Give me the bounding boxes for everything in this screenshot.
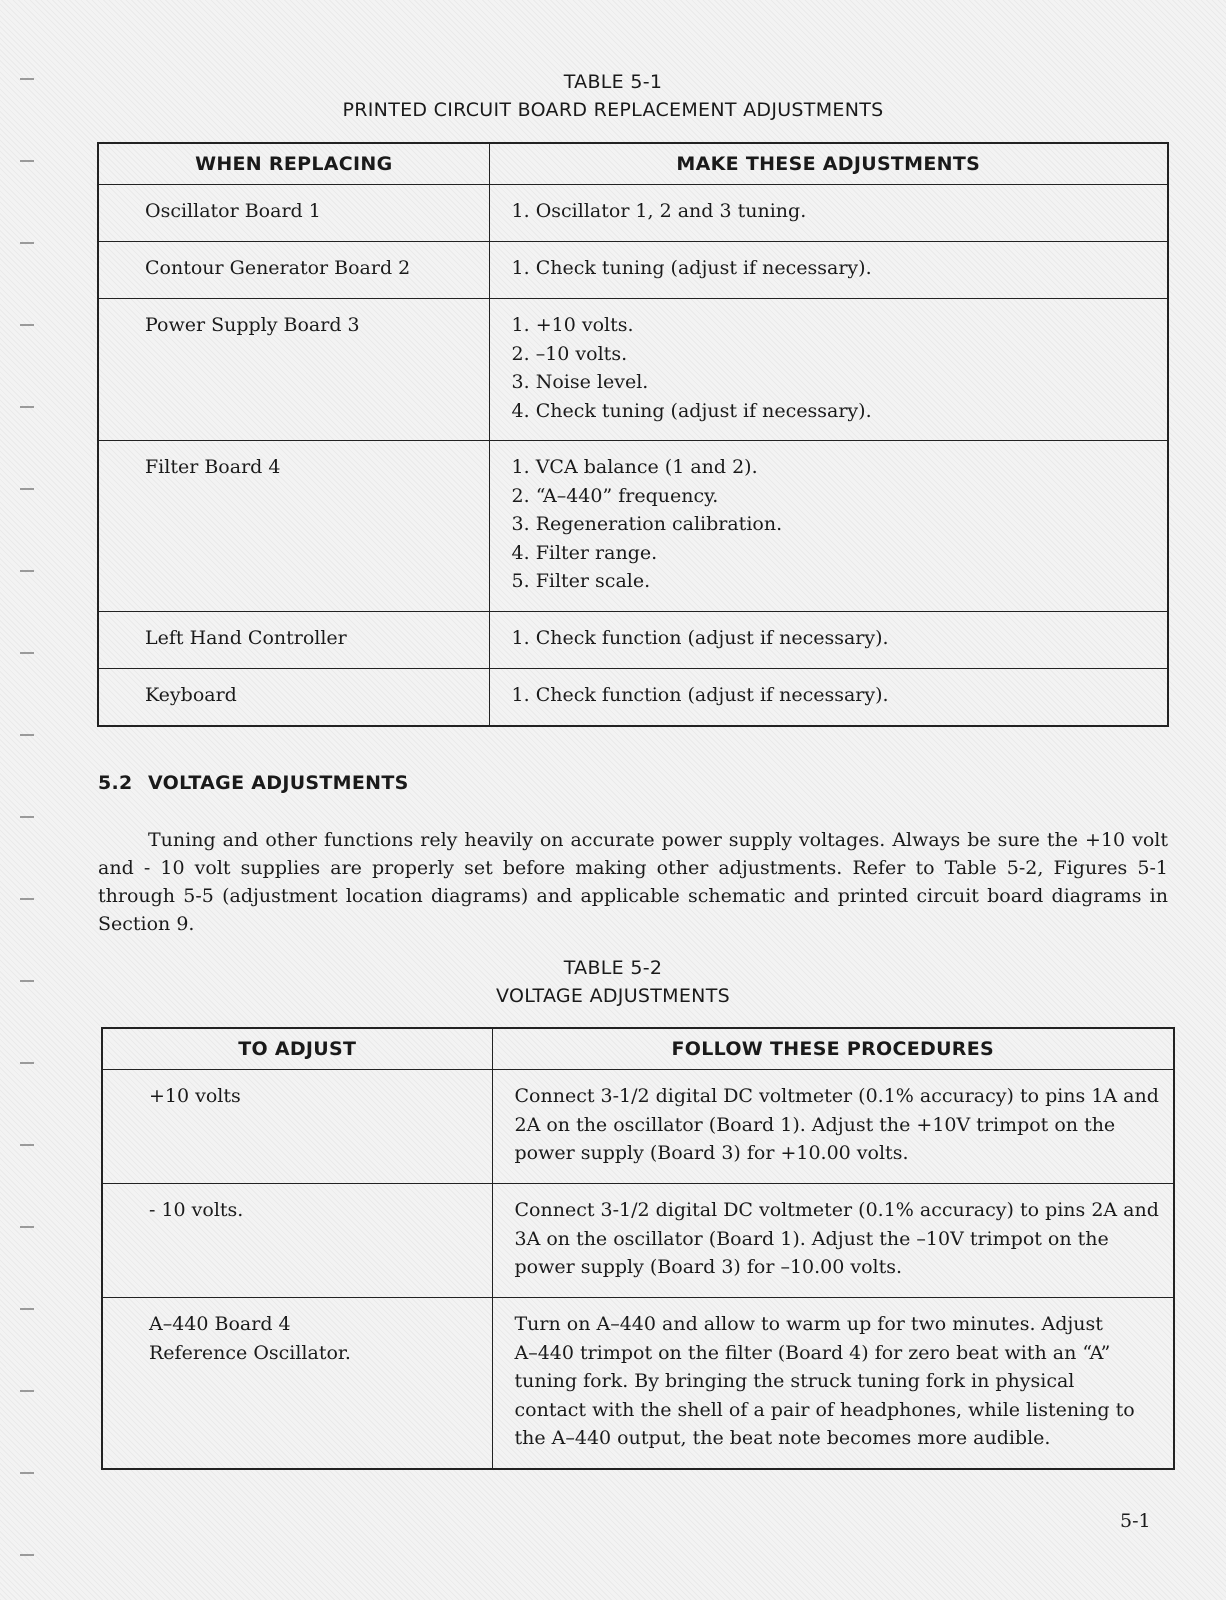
binding-mark: [20, 1390, 34, 1392]
binding-mark: [20, 488, 34, 490]
step: 1. VCA balance (1 and 2).: [511, 456, 758, 478]
binding-mark: [20, 1062, 34, 1064]
binding-mark: [20, 898, 34, 900]
step: 3. Noise level.: [511, 371, 649, 393]
procedure-line: Turn on A–440 and allow to warm up for two minutes. Adjust: [514, 1313, 1103, 1335]
procedure-line: 3A on the oscillator (Board 1). Adjust the –10V trimpot on the: [514, 1227, 1109, 1250]
section-heading: [98, 772, 409, 794]
table2-cell-item: +10 volts: [102, 1070, 492, 1184]
table1-row: [98, 612, 1168, 669]
table1-cell-steps: [489, 669, 1168, 726]
binding-mark: [20, 1144, 34, 1146]
step: 1. Check function (adjust if necessary).: [511, 627, 889, 649]
binding-mark: [20, 816, 34, 818]
table2-title: VOLTAGE ADJUSTMENTS: [496, 985, 730, 1007]
table1: [97, 142, 1169, 727]
table1-row: [98, 242, 1168, 299]
procedure-line: power supply (Board 3) for –10.00 volts.: [514, 1256, 903, 1278]
binding-mark: [20, 570, 34, 572]
procedure-line: contact with the shell of a pair of headphones, while listening to: [514, 1398, 1135, 1421]
table1-header-col2: MAKE THESE ADJUSTMENTS: [489, 143, 1168, 185]
table1-cell-item: Oscillator Board 1: [98, 185, 489, 242]
section-number: 5.2: [98, 772, 133, 794]
step: 4. Check tuning (adjust if necessary).: [511, 399, 872, 422]
table2-header-col2: FOLLOW THESE PROCEDURES: [492, 1028, 1174, 1070]
table1-row: [98, 441, 1168, 612]
table2-cell-procedure: [492, 1298, 1174, 1469]
binding-mark: [20, 324, 34, 326]
binding-mark: [20, 1472, 34, 1474]
binding-mark: [20, 406, 34, 408]
table1-title: PRINTED CIRCUIT BOARD REPLACEMENT ADJUSTMENTS: [342, 99, 884, 121]
binding-mark: [20, 160, 34, 162]
table2-cell-item: - 10 volts.: [102, 1184, 492, 1298]
table2-header-row: [102, 1028, 1174, 1070]
table2-cell-procedure: [492, 1184, 1174, 1298]
binding-margin: [18, 0, 38, 1600]
table1-row: [98, 669, 1168, 726]
binding-mark: [20, 1554, 34, 1556]
binding-mark: [20, 652, 34, 654]
step: 1. Check tuning (adjust if necessary).: [511, 257, 872, 279]
table1-caption: [0, 68, 1226, 124]
page-number: 5-1: [1120, 1510, 1151, 1532]
table1-cell-steps: [489, 612, 1168, 669]
procedure-line: Connect 3-1/2 digital DC voltmeter (0.1% accuracy) to pins 1A and: [514, 1085, 1159, 1107]
procedure-line: the A–440 output, the beat note becomes more audible.: [514, 1427, 1051, 1449]
table2-row: [102, 1070, 1174, 1184]
procedure-line: power supply (Board 3) for +10.00 volts.: [514, 1142, 909, 1164]
procedure-line: A–440 trimpot on the filter (Board 4) for zero beat with an “A”: [514, 1341, 1111, 1364]
section-paragraph: Tuning and other functions rely heavily on accurate power supply voltages. Always be sure the +10 volt and - 10 volt supplies are properly set before making other adjustments. Refer to Table 5-2, Figures 5-1 through 5-5 (adjustment location diagrams) and applicable schematic and printed circuit board diagrams in Section 9.: [98, 829, 1168, 935]
table1-cell-item: Power Supply Board 3: [98, 299, 489, 441]
step: 2. “A–440” frequency.: [511, 484, 719, 507]
table1-cell-item: Left Hand Controller: [98, 612, 489, 669]
step: 1. Check function (adjust if necessary).: [511, 684, 889, 706]
table1-cell-item: Contour Generator Board 2: [98, 242, 489, 299]
table2-number: TABLE 5-2: [563, 957, 663, 979]
table1-cell-item: Filter Board 4: [98, 441, 489, 612]
table1-row: [98, 185, 1168, 242]
table2-header-col1: TO ADJUST: [102, 1028, 492, 1070]
binding-mark: [20, 242, 34, 244]
step: 5. Filter scale.: [511, 570, 651, 592]
step: 1. +10 volts.: [511, 314, 634, 336]
section-title: VOLTAGE ADJUSTMENTS: [148, 772, 409, 794]
table2: [101, 1027, 1175, 1470]
procedure-line: Connect 3-1/2 digital DC voltmeter (0.1% accuracy) to pins 2A and: [514, 1199, 1159, 1221]
binding-mark: [20, 1308, 34, 1310]
table2-row: [102, 1298, 1174, 1469]
step: 3. Regeneration calibration.: [511, 513, 783, 535]
table1-header-col1: WHEN REPLACING: [98, 143, 489, 185]
table1-number: TABLE 5-1: [563, 71, 663, 93]
table2-caption: [0, 954, 1226, 1010]
binding-mark: [20, 734, 34, 736]
table1-cell-steps: [489, 185, 1168, 242]
table1-header-row: [98, 143, 1168, 185]
table1-cell-steps: [489, 299, 1168, 441]
table2-row: [102, 1184, 1174, 1298]
step: 2. –10 volts.: [511, 342, 628, 365]
table1-cell-item: Keyboard: [98, 669, 489, 726]
procedure-line: 2A on the oscillator (Board 1). Adjust the +10V trimpot on the: [514, 1113, 1116, 1136]
step: 4. Filter range.: [511, 541, 658, 564]
table2-cell-item: A–440 Board 4 Reference Oscillator.: [102, 1298, 492, 1469]
table1-cell-steps: [489, 242, 1168, 299]
step: 1. Oscillator 1, 2 and 3 tuning.: [511, 200, 807, 222]
procedure-line: tuning fork. By bringing the struck tuning fork in physical: [514, 1370, 1075, 1392]
binding-mark: [20, 1226, 34, 1228]
table1-row: [98, 299, 1168, 441]
table1-cell-steps: [489, 441, 1168, 612]
table2-cell-procedure: [492, 1070, 1174, 1184]
